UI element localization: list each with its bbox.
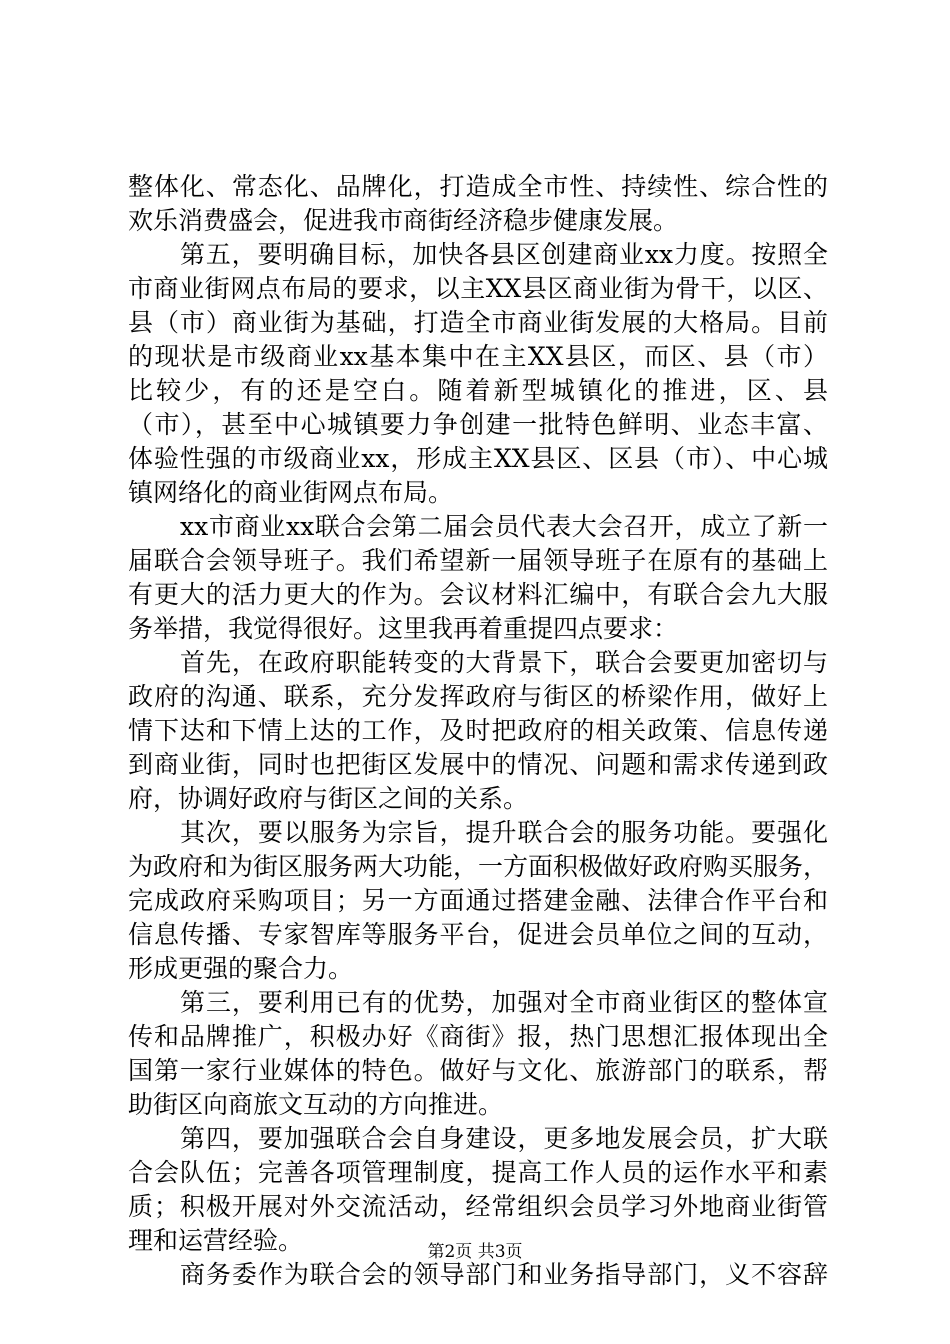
text-line: 府，协调好政府与街区之间的关系。 (128, 784, 529, 813)
text-line: 其次，要以服务为宗旨，提升联合会的服务功能。要强化 (180, 818, 828, 847)
text-line: 的现状是市级商业xx基本集中在主XX县区，而区、县（市） (128, 342, 828, 371)
text-line: 国第一家行业媒体的特色。做好与文化、旅游部门的联系，帮 (128, 1056, 828, 1085)
text-line: 第五，要明确目标，加快各县区创建商业xx力度。按照全 (180, 240, 828, 269)
text-line: 政府的沟通、联系，充分发挥政府与街区的桥梁作用，做好上 (128, 682, 828, 711)
page-footer (0, 1241, 950, 1263)
document-body (128, 170, 828, 1292)
page-number-label: 第2页 共3页 (427, 1242, 523, 1262)
text-line: 商务委作为联合会的领导部门和业务指导部门，义不容辞 (180, 1260, 828, 1289)
text-line: 合会队伍；完善各项管理制度，提高工作人员的运作水平和素 (128, 1158, 828, 1187)
text-line: 县（市）商业街为基础，打造全市商业街发展的大格局。目前 (128, 308, 828, 337)
text-line: 信息传播、专家智库等服务平台，促进会员单位之间的互动， (128, 920, 828, 949)
text-line: 理和运营经验。 (128, 1226, 304, 1255)
text-line: （市），甚至中心城镇要力争创建一批特色鲜明、业态丰富、 (128, 410, 828, 439)
text-line: 质；积极开展对外交流活动，经常组织会员学习外地商业街管 (128, 1192, 828, 1221)
text-line: 比较少，有的还是空白。随着新型城镇化的推进，区、县 (128, 376, 828, 405)
text-line: 为政府和为街区服务两大功能，一方面积极做好政府购买服务， (128, 852, 828, 881)
text-line: 体验性强的市级商业xx，形成主XX县区、区县（市）、中心城 (128, 444, 828, 473)
text-line: 第三，要利用已有的优势，加强对全市商业街区的整体宣 (180, 988, 828, 1017)
text-line: xx市商业xx联合会第二届会员代表大会召开，成立了新一 (180, 512, 828, 541)
text-line: 务举措，我觉得很好。这里我再着重提四点要求： (128, 614, 679, 643)
text-line: 镇网络化的商业街网点布局。 (128, 478, 454, 507)
text-line: 助街区向商旅文互动的方向推进。 (128, 1090, 504, 1119)
text-line: 市商业街网点布局的要求，以主XX县区商业街为骨干，以区、 (128, 274, 828, 303)
text-line: 第四，要加强联合会自身建设，更多地发展会员，扩大联 (180, 1124, 828, 1153)
text-line: 届联合会领导班子。我们希望新一届领导班子在原有的基础上 (128, 546, 828, 575)
text-line: 情下达和下情上达的工作，及时把政府的相关政策、信息传递 (128, 716, 828, 745)
text-line: 到商业街，同时也把街区发展中的情况、问题和需求传递到政 (128, 750, 828, 779)
text-line: 传和品牌推广，积极办好《商街》报，热门思想汇报体现出全 (128, 1022, 828, 1051)
text-line: 欢乐消费盛会，促进我市商街经济稳步健康发展。 (128, 206, 679, 235)
text-line: 形成更强的聚合力。 (128, 954, 354, 983)
text-line: 首先，在政府职能转变的大背景下，联合会要更加密切与 (180, 648, 828, 677)
text-line: 整体化、常态化、品牌化，打造成全市性、持续性、综合性的 (128, 172, 828, 201)
text-line: 有更大的活力更大的作为。会议材料汇编中，有联合会九大服 (128, 580, 828, 609)
text-line: 完成政府采购项目；另一方面通过搭建金融、法律合作平台和 (128, 886, 828, 915)
